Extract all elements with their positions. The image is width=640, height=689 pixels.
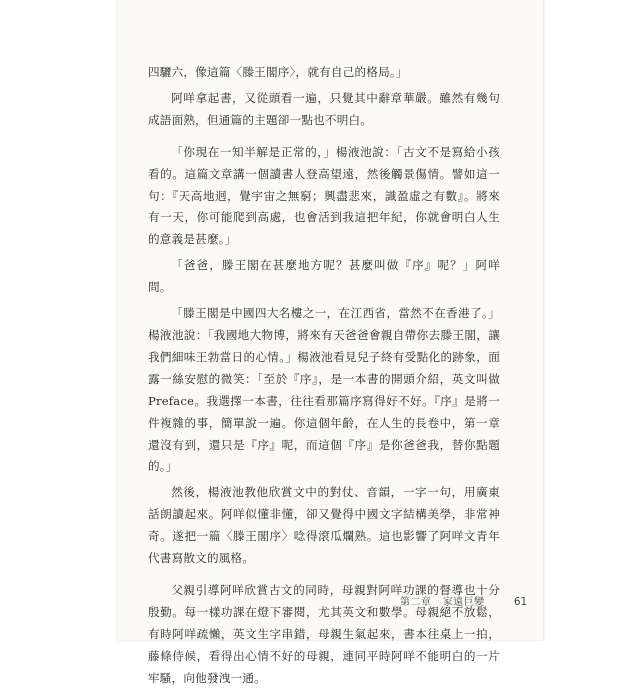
page-footer — [400, 593, 527, 608]
paragraph: 「滕王閣是中國四大名樓之一，在江西省，當然不在香港了。」楊液池說：「我國地大物博，將來有天爸爸會親自帶你去滕王閣，讓我們細味王勃當日的心情。」楊液池看見兒子終有受點化的跡象，面露一絲安慰的微笑：「至於『序』，是一本書的開頭介紹，英文叫做 Preface。我選擇一本書，往往看那篇序寫得好不好。『序』是將一件複雜的事，簡單說一遍。你這個年齡，在人生的長卷中，第一章還沒有到，還只是『序』呢，而這個『序』是你爸爸我，替你點題的。」 — [148, 306, 500, 474]
page-number: 61 — [513, 596, 528, 608]
paragraph: 「爸爸，滕王閣在甚麼地方呢？甚麼叫做『序』呢？」阿咩問。 — [148, 258, 500, 295]
paragraph: 四驪六，像這篇〈滕王閣序〉，就有自己的格局。」 — [148, 65, 408, 79]
chapter-label: 第二章 — [400, 597, 432, 608]
paragraph: 父親引導阿咩欣賞古文的同時，母親對阿咩功課的督導也十分殷勤。每一樣功課在燈下審閱，尤其英文和數學。母親絕不放鬆，有時阿咩疏懶，英文生字串錯，母親生氣起來，書本往桌上一拍，藤條侍候，看得出心情不好的母親，連同平時阿咩不能明白的一片牢騷，向他發洩一通。 — [148, 582, 500, 685]
paragraph: 阿咩拿起書，又從頭看一遍，只覺其中辭章華嚴。雖然有幾句成語面熟，但通篇的主題卻一點也不明白。 — [148, 90, 500, 127]
paragraph: 「你現在一知半解是正常的，」楊液池說：「古文不是寫給小孩看的。這篇文章講一個讀書人登高望遠，然後觸景傷情。譬如這一句：『天高地迥，覺宇宙之無窮；興盡悲來，識盈虛之有數』。將來有一天，你可能爬到高處，也會活到我這把年紀，你就會明白人生的意義是甚麼。」 — [148, 144, 500, 247]
paragraph: 然後，楊液池教他欣賞文中的對仗、音韻，一字一句，用廣東話朗讀起來。阿咩似懂非懂，卻又覺得中國文字結構美學，非常神奇。遂把一篇〈滕王閣序〉唸得滾瓜爛熟。這也影響了阿咩文青年代書寫散文的風格。 — [148, 485, 500, 566]
chapter-title: 家遠巨變 — [442, 597, 485, 608]
